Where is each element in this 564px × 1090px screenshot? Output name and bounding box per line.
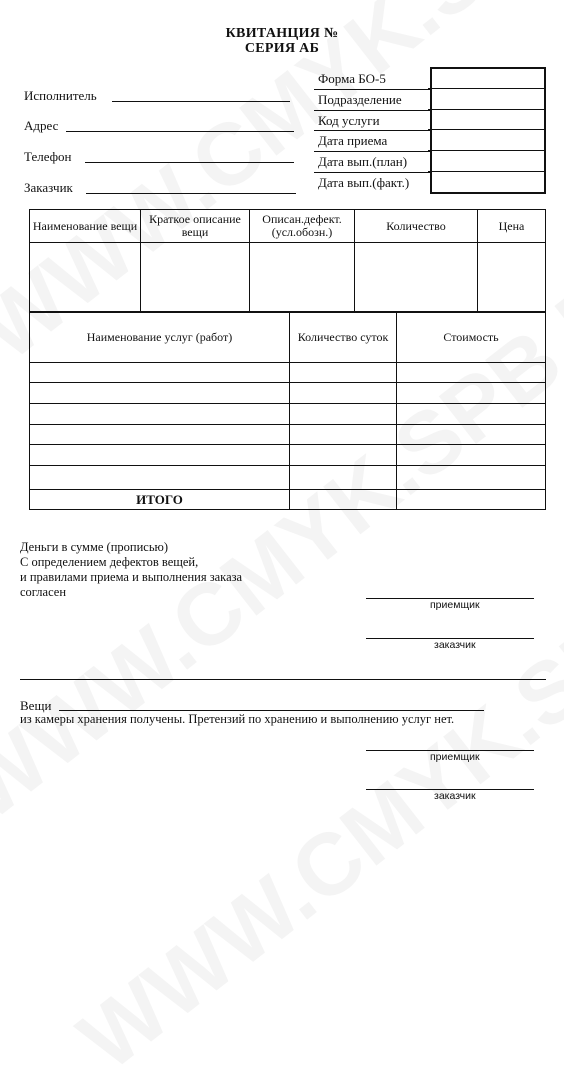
customer-label: Заказчик	[24, 180, 73, 195]
cell-quantity[interactable]	[355, 243, 478, 312]
items-table	[29, 209, 546, 312]
value-row-sep	[428, 150, 545, 151]
agreement-line-2: С определением дефектов вещей,	[20, 555, 199, 569]
receiver-label-1: приемщик	[430, 599, 480, 611]
service-row-cell[interactable]	[397, 466, 546, 490]
executor-field[interactable]	[112, 101, 290, 102]
header-price: Цена	[478, 210, 546, 243]
customer-label-1: заказчик	[434, 639, 476, 651]
customer-field[interactable]	[86, 193, 296, 194]
service-row-cell[interactable]	[397, 404, 546, 425]
cell-short-description[interactable]	[141, 243, 250, 312]
form-code-label: Форма БО-5	[314, 68, 431, 89]
address-label: Адрес	[24, 118, 59, 133]
department-label: Подразделение	[314, 89, 431, 110]
header-days: Количество суток	[290, 313, 397, 363]
total-days[interactable]	[290, 490, 397, 510]
service-row-cell[interactable]	[30, 404, 290, 425]
service-row-cell[interactable]	[30, 466, 290, 490]
section-divider	[20, 679, 546, 680]
service-row-cell[interactable]	[397, 445, 546, 466]
service-row-cell[interactable]	[397, 363, 546, 383]
phone-label: Телефон	[24, 149, 72, 164]
total-label: ИТОГО	[30, 490, 290, 510]
service-row-cell[interactable]	[290, 383, 397, 404]
cell-defects[interactable]	[250, 243, 355, 312]
service-row-cell[interactable]	[397, 425, 546, 445]
agreement-line-1: Деньги в сумме (прописью)	[20, 540, 169, 554]
agreement-text	[20, 540, 242, 600]
items-return-field[interactable]	[59, 710, 484, 711]
service-code-label: Код услуги	[314, 110, 431, 130]
agreement-line-3: и правилами приема и выполнения заказа	[20, 570, 243, 584]
service-row-cell[interactable]	[397, 383, 546, 404]
header-quantity: Количество	[355, 210, 478, 243]
service-row-cell[interactable]	[290, 466, 397, 490]
customer-label-2: заказчик	[434, 790, 476, 802]
receipt-title: КВИТАНЦИЯ №	[225, 26, 339, 41]
service-row-cell[interactable]	[30, 425, 290, 445]
cell-price[interactable]	[478, 243, 546, 312]
items-return-label: Вещи	[20, 698, 52, 713]
header-service-name: Наименование услуг (работ)	[30, 313, 290, 363]
service-row-cell[interactable]	[30, 363, 290, 383]
receipt-series: СЕРИЯ АБ	[244, 41, 320, 56]
items-return-statement: из камеры хранения получены. Претензий по хранению и выполнению услуг нет.	[20, 712, 455, 726]
header-cost: Стоимость	[397, 313, 546, 363]
service-row-cell[interactable]	[30, 445, 290, 466]
services-table	[29, 312, 546, 510]
address-field[interactable]	[66, 131, 294, 132]
form-values-box[interactable]	[431, 68, 545, 193]
receive-date-label: Дата приема	[314, 130, 431, 151]
service-row-cell[interactable]	[290, 445, 397, 466]
header-defects: Описан.дефект. (усл.обозн.)	[250, 210, 355, 243]
agreement-line-4: согласен	[20, 585, 67, 599]
header-short-description: Краткое описание вещи	[141, 210, 250, 243]
actual-date-label: Дата вып.(факт.)	[314, 172, 431, 193]
executor-label: Исполнитель	[24, 88, 97, 103]
phone-field[interactable]	[85, 162, 294, 163]
service-row-cell[interactable]	[290, 425, 397, 445]
header-item-name: Наименование вещи	[30, 210, 141, 243]
value-row-sep	[428, 109, 545, 110]
value-row-sep	[428, 88, 545, 89]
cell-item-name[interactable]	[30, 243, 141, 312]
service-row-cell[interactable]	[290, 404, 397, 425]
planned-date-label: Дата вып.(план)	[314, 151, 431, 172]
form-info-box	[314, 67, 546, 194]
receiver-label-2: приемщик	[430, 751, 480, 763]
value-row-sep	[428, 171, 545, 172]
total-cost[interactable]	[397, 490, 546, 510]
service-row-cell[interactable]	[30, 383, 290, 404]
value-row-sep	[428, 129, 545, 130]
service-row-cell[interactable]	[290, 363, 397, 383]
